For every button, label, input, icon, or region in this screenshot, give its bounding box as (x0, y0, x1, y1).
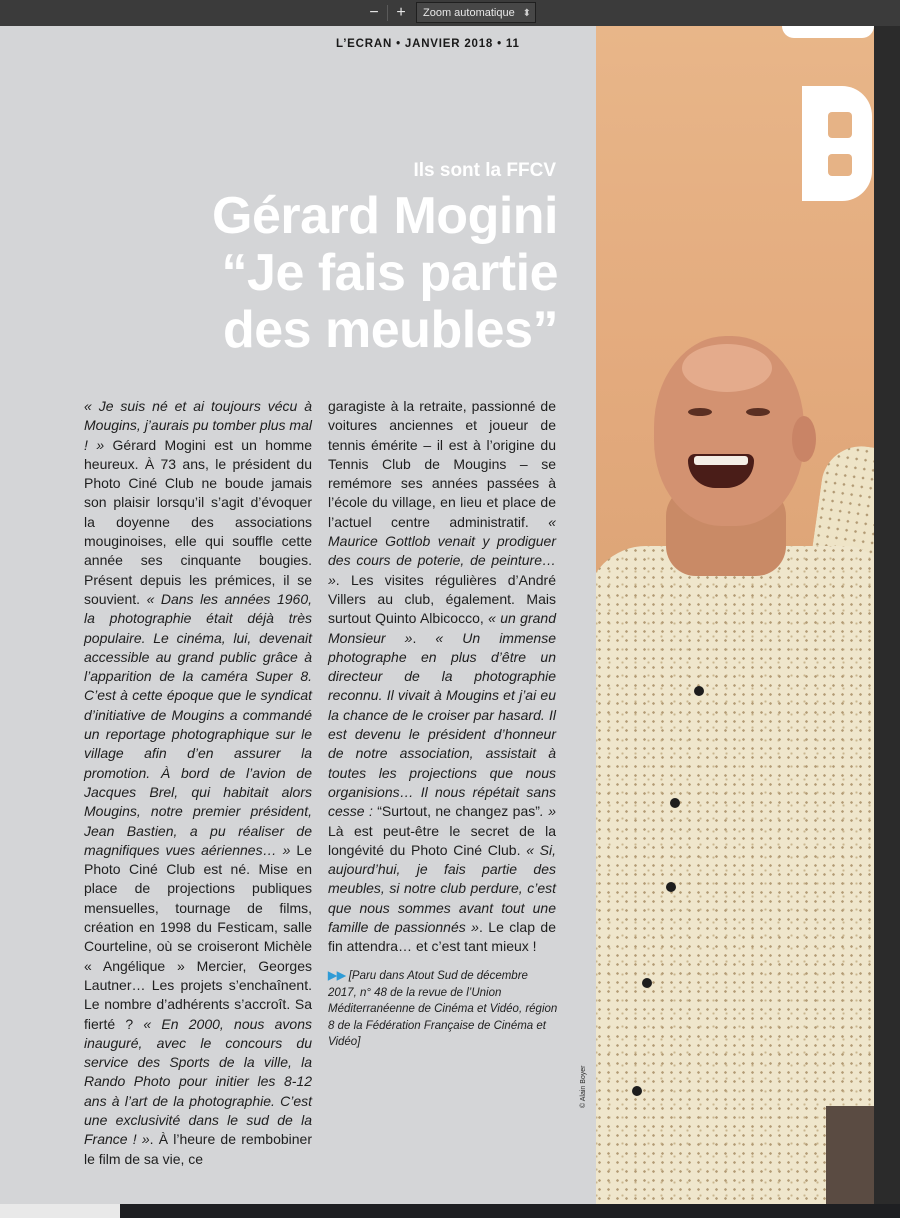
letter-counter (828, 112, 852, 138)
dropdown-arrow-icon: ⬍ (522, 8, 531, 19)
text-run: « En 2000, nous avons inauguré, avec le concours du service des Sports de la ville, la Rando Photo pour initier les 8-12 ans à l’art de la photographie. C’est une exclusivité dans le sud de la France ! » (84, 1015, 312, 1148)
source-credit (328, 968, 558, 1051)
column-paragraph (328, 397, 556, 957)
eye (688, 408, 712, 416)
taskbar (0, 1204, 900, 1218)
shirt-button (666, 882, 676, 892)
photo-credit: © Alain Boyer (580, 1065, 587, 1108)
text-run: « Un immense photographe en plus d’être un directeur de la photographie reconnu. Il vivait à Mougins et j’ai eu la chance de le croiser par hasard. Il est devenu le président d’honneur de notre association, assistait à toutes les projections que nous organisions… Il nous répétait sans cesse : (328, 629, 556, 820)
text-run: « un grand Monsieur » (328, 610, 556, 646)
ear (792, 416, 816, 462)
shirt-button (632, 1086, 642, 1096)
head-highlight (682, 344, 772, 392)
play-arrows-icon: ▶▶ (328, 970, 346, 982)
text-run: “Surtout, ne changez pas” (377, 803, 540, 820)
text-run: Le Photo Ciné Club est né. Mise en place de projections publiques mensuelles, tournage de films, création en 1998 du Festicam, salle Courteline, où se croiseront Michèle « Angélique » Mercier, Georges Lautner… Les projets s’enchaînent. Le nombre d’adhérents s’accroît. Sa fierté ? (84, 841, 312, 1032)
column-paragraph (84, 397, 312, 1169)
text-run: « Maurice Gottlob venait y prodiguer des cours de poterie, de peinture… » (328, 513, 556, 588)
text-run: garagiste à la retraite, passionné de voitures anciennes et joueur de tennis émérite – il est à l’origine du Tennis Club de Mougins – se remémore ses années passées à l’école du village, en lieu et place de l’actuel centre administratif. (328, 398, 556, 530)
headline-line: Gérard Mogini (212, 187, 558, 245)
viewer-scroll-gutter[interactable] (874, 26, 900, 1204)
article-headline (140, 188, 558, 359)
taskbar-segment (0, 1204, 120, 1218)
text-run: « Dans les années 1960, la photographie était déjà très populaire. Le cinéma, lui, devenait accessible au grand public grâce à l’apparition de la caméra Super 8. C’est à cette époque que le syndicat d’initiative de Mougins a commandé un reportage photographique sur le village afin d’en assurer la promotion. À bord de l’avion de Jacques Brel, qui habitait alors Mougins, notre premier président, Jean Bastien, a pu réaliser de magnifiques vues aériennes… » (84, 590, 312, 858)
portrait-photo (596, 26, 874, 1204)
zoom-out-button[interactable]: − (369, 4, 379, 21)
toolbar-divider (387, 5, 388, 21)
text-run: . Les visites régulières d’André Villers au club, également. Mais surtout Quinto Albicocco, (328, 571, 556, 627)
article-column-2 (328, 397, 556, 957)
shirt-button (694, 686, 704, 696)
source-credit-text: [Paru dans Atout Sud de décembre 2017, n° 48 de la revue de l’Union Méditerranéenne de Cinéma et Vidéo, région 8 de la Fédération Française de Cinéma et Vidéo] (328, 970, 558, 1048)
shirt-button (670, 798, 680, 808)
article-kicker: Ils sont la FFCV (413, 160, 556, 181)
shirt-button (642, 978, 652, 988)
background-shadow (826, 1106, 874, 1204)
letter-b-shape (802, 86, 872, 201)
zoom-in-button[interactable]: + (396, 4, 406, 21)
pdf-toolbar (0, 0, 900, 26)
text-run: . » (539, 803, 556, 820)
letter-counter (828, 154, 852, 176)
zoom-select[interactable] (416, 2, 536, 23)
article-column-1 (84, 397, 312, 1169)
headline-line: “Je fais partie (221, 244, 558, 302)
text-run: . À l’heure de rembobiner le film de sa vie, ce (84, 1131, 313, 1167)
running-head: L’ECRAN • JANVIER 2018 • 11 (336, 38, 520, 50)
text-run: « Je suis né et ai toujours vécu à Mougins, j’aurais pu tomber plus mal ! » (84, 398, 312, 453)
banner-shape (782, 26, 874, 38)
text-run: Gérard Mogini est un homme heureux. À 73 ans, le président du Photo Ciné Club ne boude jamais son plaisir lorsqu’il s’agit d’évoquer la doyenne des associations mouginoises, elle qui souffle cette année ses cinquante bougies. Présent depuis les prémices, il se souvient. (84, 436, 312, 607)
text-run: . Le clap de fin attendra… et c’est tant mieux ! (328, 919, 557, 955)
teeth (694, 456, 748, 465)
text-run: « Si, aujourd’hui, je fais partie des meubles, si notre club perdure, c’est que nous sommes avant tout une famille de passionnés » (328, 841, 557, 936)
zoom-select-value: Zoom automatique (423, 7, 515, 19)
text-run: Là est peut-être le secret de la longévité du Photo Ciné Club. (328, 822, 556, 858)
text-run: . (412, 629, 436, 646)
headline-line: des meubles” (222, 301, 558, 359)
eye (746, 408, 770, 416)
